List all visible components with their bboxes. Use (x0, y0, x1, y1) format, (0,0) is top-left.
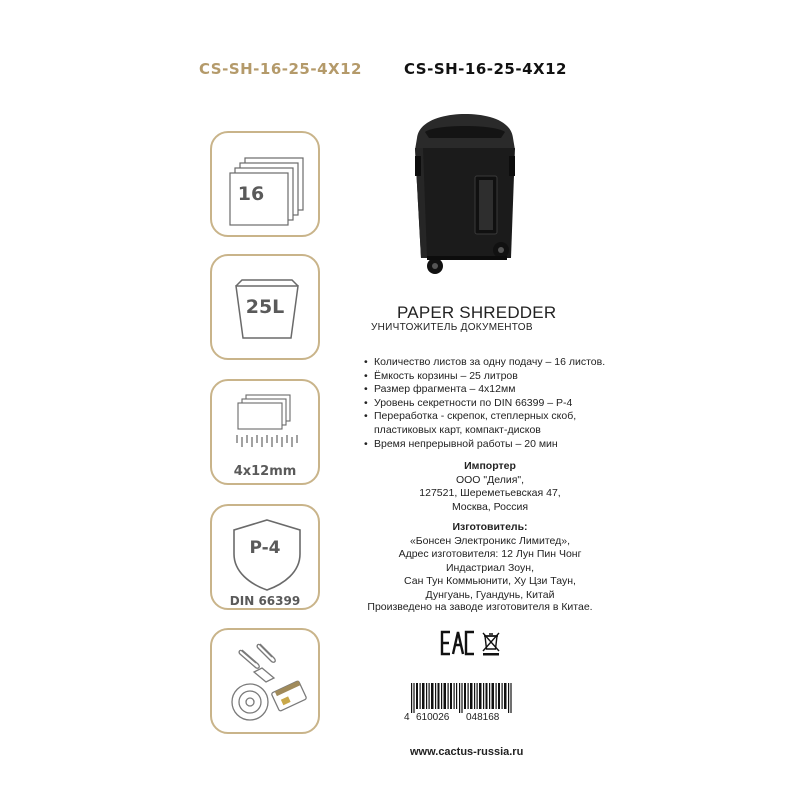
fragment-size-label: 4x12mm (233, 464, 297, 479)
manufacturer-line: Сан Тун Коммьюнити, Ху Цзи Таун, (404, 575, 576, 587)
website-link[interactable]: www.cactus-russia.ru (410, 746, 524, 758)
paperclip-disc-card-icon (212, 630, 322, 736)
security-level-tile (210, 504, 320, 610)
spec-item: • Уровень секретности по DIN 66399 – P-4 (364, 397, 634, 411)
manufacturer-line: Индастриал Зоун, (446, 561, 534, 574)
manufacturer-line: Адрес изготовителя: 12 Лун Пин Чонг (398, 548, 582, 560)
barcode-icon (407, 683, 519, 713)
spec-list (364, 356, 634, 451)
sheet-capacity-tile (210, 131, 320, 237)
manufacturer-block (360, 521, 620, 602)
spec-item: • Размер фрагмента – 4x12мм (364, 383, 634, 397)
manufacturer-line: Дунгуань, Гуандунь, Китай (425, 588, 555, 601)
model-name-right: CS-SH-16-25-4X12 (404, 60, 567, 78)
manufacturer-line: «Бонсен Электроникс Лимитед», (409, 534, 571, 547)
spec-item: • Ёмкость корзины – 25 литров (364, 370, 634, 384)
spec-item: • Количество листов за одну подачу – 16 листов. (364, 356, 634, 370)
barcode-digits-left: 610026 (416, 712, 450, 723)
sheet-capacity-label: 16 (237, 183, 265, 205)
spec-item: • Время непрерывной работы – 20 мин (364, 438, 634, 452)
importer-line: Москва, Россия (451, 500, 529, 513)
importer-line: 127521, Шереметьевская 47, (419, 487, 561, 499)
product-subtitle: УНИЧТОЖИТЕЛЬ ДОКУМЕНТОВ (371, 322, 533, 333)
importer-heading: Импортер (464, 460, 516, 472)
spec-item: • Переработка - скрепок, степлерных скоб, пластиковых карт, компакт-дисков (364, 410, 634, 437)
bin-volume-label: 25L (245, 296, 285, 318)
barcode-digits-right: 048168 (466, 712, 500, 723)
shredder-image (405, 110, 525, 280)
importer-block (360, 460, 620, 514)
security-level-label: P-4 (249, 538, 281, 558)
crossed-bin-icon (481, 630, 501, 656)
security-standard-label: DIN 66399 (229, 594, 301, 608)
made-in-text: Произведено на заводе изготовителя в Китае. (367, 601, 593, 613)
model-name-left: CS-SH-16-25-4X12 (199, 60, 362, 78)
manufacturer-heading: Изготовитель: (452, 521, 528, 533)
fragment-size-tile (210, 379, 320, 485)
materials-tile (210, 628, 320, 734)
barcode-digit-prefix: 4 (404, 712, 410, 723)
eac-mark-icon (440, 630, 476, 656)
bin-volume-tile (210, 254, 320, 360)
importer-line: ООО "Делия", (455, 473, 525, 486)
product-title: PAPER SHREDDER (397, 303, 557, 322)
